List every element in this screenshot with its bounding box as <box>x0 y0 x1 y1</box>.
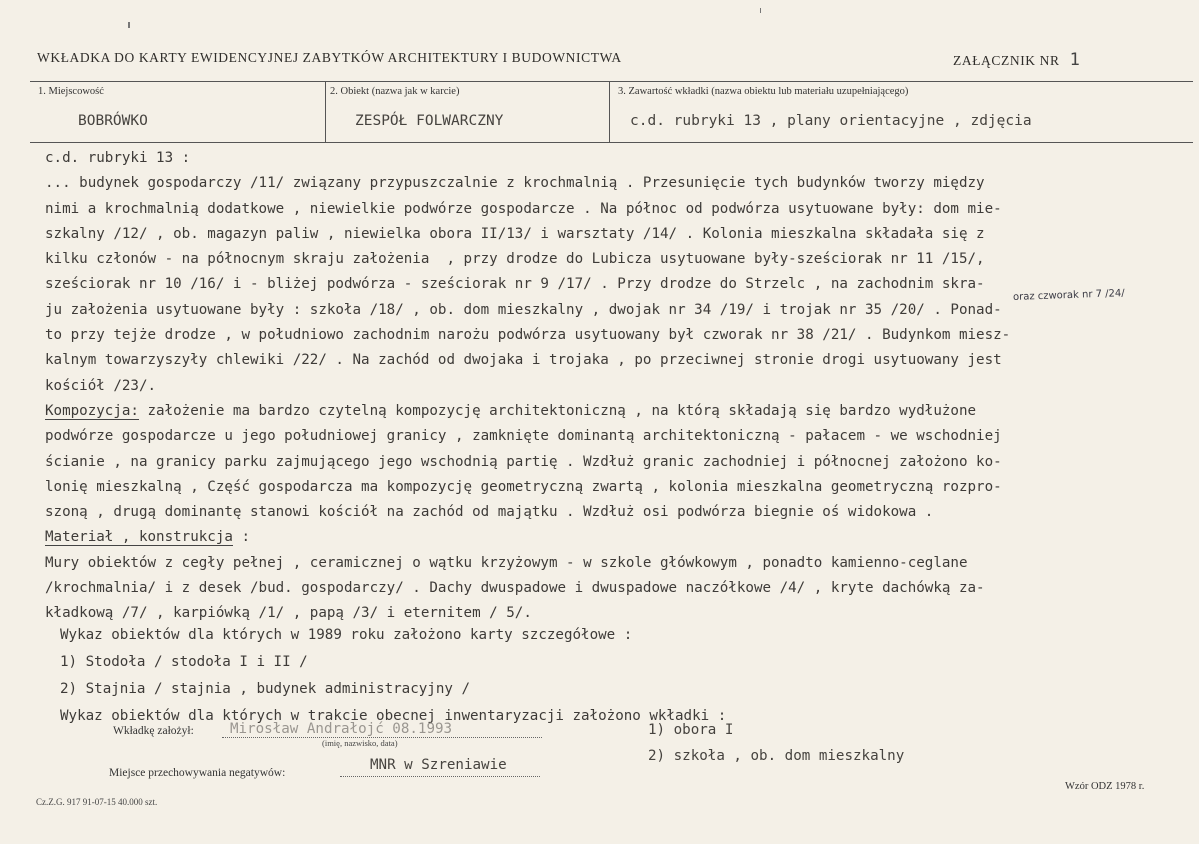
section-heading: Materiał , konstrukcja <box>45 529 233 546</box>
text-line <box>45 424 1195 449</box>
text-segment: nimi a krochmalnią dodatkowe , niewielkie podwórze gospodarcze . Na północ od podwórza usytuowane były: dom mie- <box>45 200 1002 217</box>
text-line <box>45 576 1195 601</box>
text-segment: sześciorak nr 10 /16/ i - bliżej podwórza - sześciorak nr 9 /17/ . Przy drodze do Strzelc , na zachodnim skra- <box>45 276 985 293</box>
objects-list <box>60 622 960 730</box>
form-model: Wzór ODZ 1978 r. <box>1065 781 1145 792</box>
text-segment: Mury obiektów z cegły pełnej , ceramicznej o wątku krzyżowym - w szkole główkowym , ponadto kamienno-ceglane <box>45 554 968 571</box>
text-segment: kilku członów - na północnym skraju założenia , przy drodze do Lubicza usytuowane były-sześciorak nr 11 /15/, <box>45 251 985 268</box>
text-segment: szkalny /12/ , ob. magazyn paliw , niewielka obora II/13/ i warsztaty /14/ . Kolonia mieszkalna składała się z <box>45 225 985 242</box>
field-label-object: 2. Obiekt (nazwa jak w karcie) <box>330 86 460 97</box>
field-value-locality: BOBRÓWKO <box>78 113 148 129</box>
text-line <box>45 146 1195 171</box>
header-fields-box <box>30 81 1193 143</box>
text-segment: kalnym towarzyszyły chlewiki /22/ . Na zachód od dwojaka i trojaka , po przeciwnej stronie drogi usytuowany jest <box>45 352 1002 369</box>
handwritten-annotation: oraz czworak nr 7 /24/ <box>1012 288 1125 303</box>
text-line <box>45 374 1195 399</box>
text-segment: założenie ma bardzo czytelną kompozycję architektoniczną , na którą składają się bardzo wydłużone <box>138 402 977 419</box>
author-value: Mirosław Andrałojć 08.1993 <box>230 721 453 737</box>
text-segment: ... budynek gospodarczy /11/ związany przypuszczalnie z krochmalnią . Przesunięcie tych budynków tworzy między <box>45 175 985 192</box>
list-item: 1) Stodoła / stodoła I i II / <box>60 654 308 670</box>
text-segment: szoną , drugą dominantę stanowi kościół na zachód od majątku . Wzdłuż osi podwórza biegnie oś widokowa . <box>45 504 934 521</box>
text-segment: ju założenia usytuowane były : szkoła /18/ , ob. dom mieszkalny , dwojak nr 34 /19/ i trojak nr 35 /20/ . Ponad- <box>45 301 1002 318</box>
text-segment: to przy tejże drodze , w południowo zachodnim narożu podwórza usytuowany był czworak nr 38 /21/ . Budynkom miesz- <box>45 327 1011 344</box>
form-title: WKŁADKA DO KARTY EWIDENCYJNEJ ZABYTKÓW ARCHITEKTURY I BUDOWNICTWA <box>37 50 622 65</box>
author-caption: (imię, nazwisko, data) <box>322 738 398 748</box>
paper-mark <box>128 22 130 28</box>
text-line <box>45 171 1195 196</box>
print-code: Cz.Z.G. 917 91-07-15 40.000 szt. <box>36 797 158 807</box>
text-line <box>45 247 1195 272</box>
text-segment: c.d. rubryki 13 : <box>45 150 191 166</box>
text-line <box>45 348 1195 373</box>
text-line <box>45 323 1195 348</box>
column-divider <box>609 82 610 142</box>
insert-item: 1) obora I <box>648 722 734 738</box>
insert-item: 2) szkoła , ob. dom mieszkalny <box>648 748 905 764</box>
list-heading-detailed-cards: Wykaz obiektów dla których w 1989 roku założono karty szczegółowe : <box>60 627 633 643</box>
text-line <box>45 551 1195 576</box>
author-label: Wkładkę założył: <box>113 725 194 737</box>
field-label-contents: 3. Zawartość wkładki (nazwa obiektu lub materiału uzupełniającego) <box>618 86 909 97</box>
column-divider <box>325 82 326 142</box>
section-heading: Kompozycja: <box>45 402 139 419</box>
field-value-object: ZESPÓŁ FOLWARCZNY <box>355 113 504 129</box>
text-line <box>45 500 1195 525</box>
annex-label-text: ZAŁĄCZNIK NR <box>953 53 1060 68</box>
annex-number: 1 <box>1069 50 1081 70</box>
text-line <box>45 450 1195 475</box>
text-segment: kładkową /7/ , karpiówką /1/ , papą /3/ i eternitem / 5/. <box>45 605 532 622</box>
storage-value: MNR w Szreniawie <box>370 757 507 773</box>
description-text <box>45 146 1195 627</box>
storage-label: Miejsce przechowywania negatywów: <box>109 767 286 779</box>
text-segment: ścianie , na granicy parku zajmującego jego wschodnią partię . Wzdłuż granic zachodniej i północnej założono ko- <box>45 453 1002 470</box>
paper-mark <box>760 8 761 13</box>
list-item: 2) Stajnia / stajnia , budynek administracyjny / <box>60 681 470 697</box>
field-label-locality: 1. Miejscowość <box>38 86 104 97</box>
text-segment: /krochmalnia/ i z desek /bud. gospodarczy/ . Dachy dwuspadowe i dwuspadowe naczółkowe /4/ , kryte dachówką za- <box>45 580 985 597</box>
text-segment: kościół /23/. <box>45 377 157 394</box>
field-value-contents: c.d. rubryki 13 , plany orientacyjne , zdjęcia <box>630 113 1032 129</box>
text-segment: : <box>232 529 251 546</box>
annex-label <box>953 50 1080 70</box>
text-segment: podwórze gospodarcze u jego południowej granicy , zamknięte dominantą architektoniczną - pałacem - we wschodniej <box>45 428 1002 445</box>
text-line <box>45 222 1195 247</box>
text-line <box>45 197 1195 222</box>
text-line <box>45 475 1195 500</box>
text-line <box>45 399 1195 424</box>
text-line <box>45 525 1195 550</box>
list-heading-inserts: Wykaz obiektów dla których w trakcie obecnej inwentaryzacji założono wkładki : <box>60 708 727 724</box>
text-segment: lonię mieszkalną , Część gospodarcza ma kompozycję geometryczną zwartą , kolonia mieszkalna geometryczną rozpro- <box>45 478 1002 495</box>
storage-dotted-line <box>340 776 540 777</box>
